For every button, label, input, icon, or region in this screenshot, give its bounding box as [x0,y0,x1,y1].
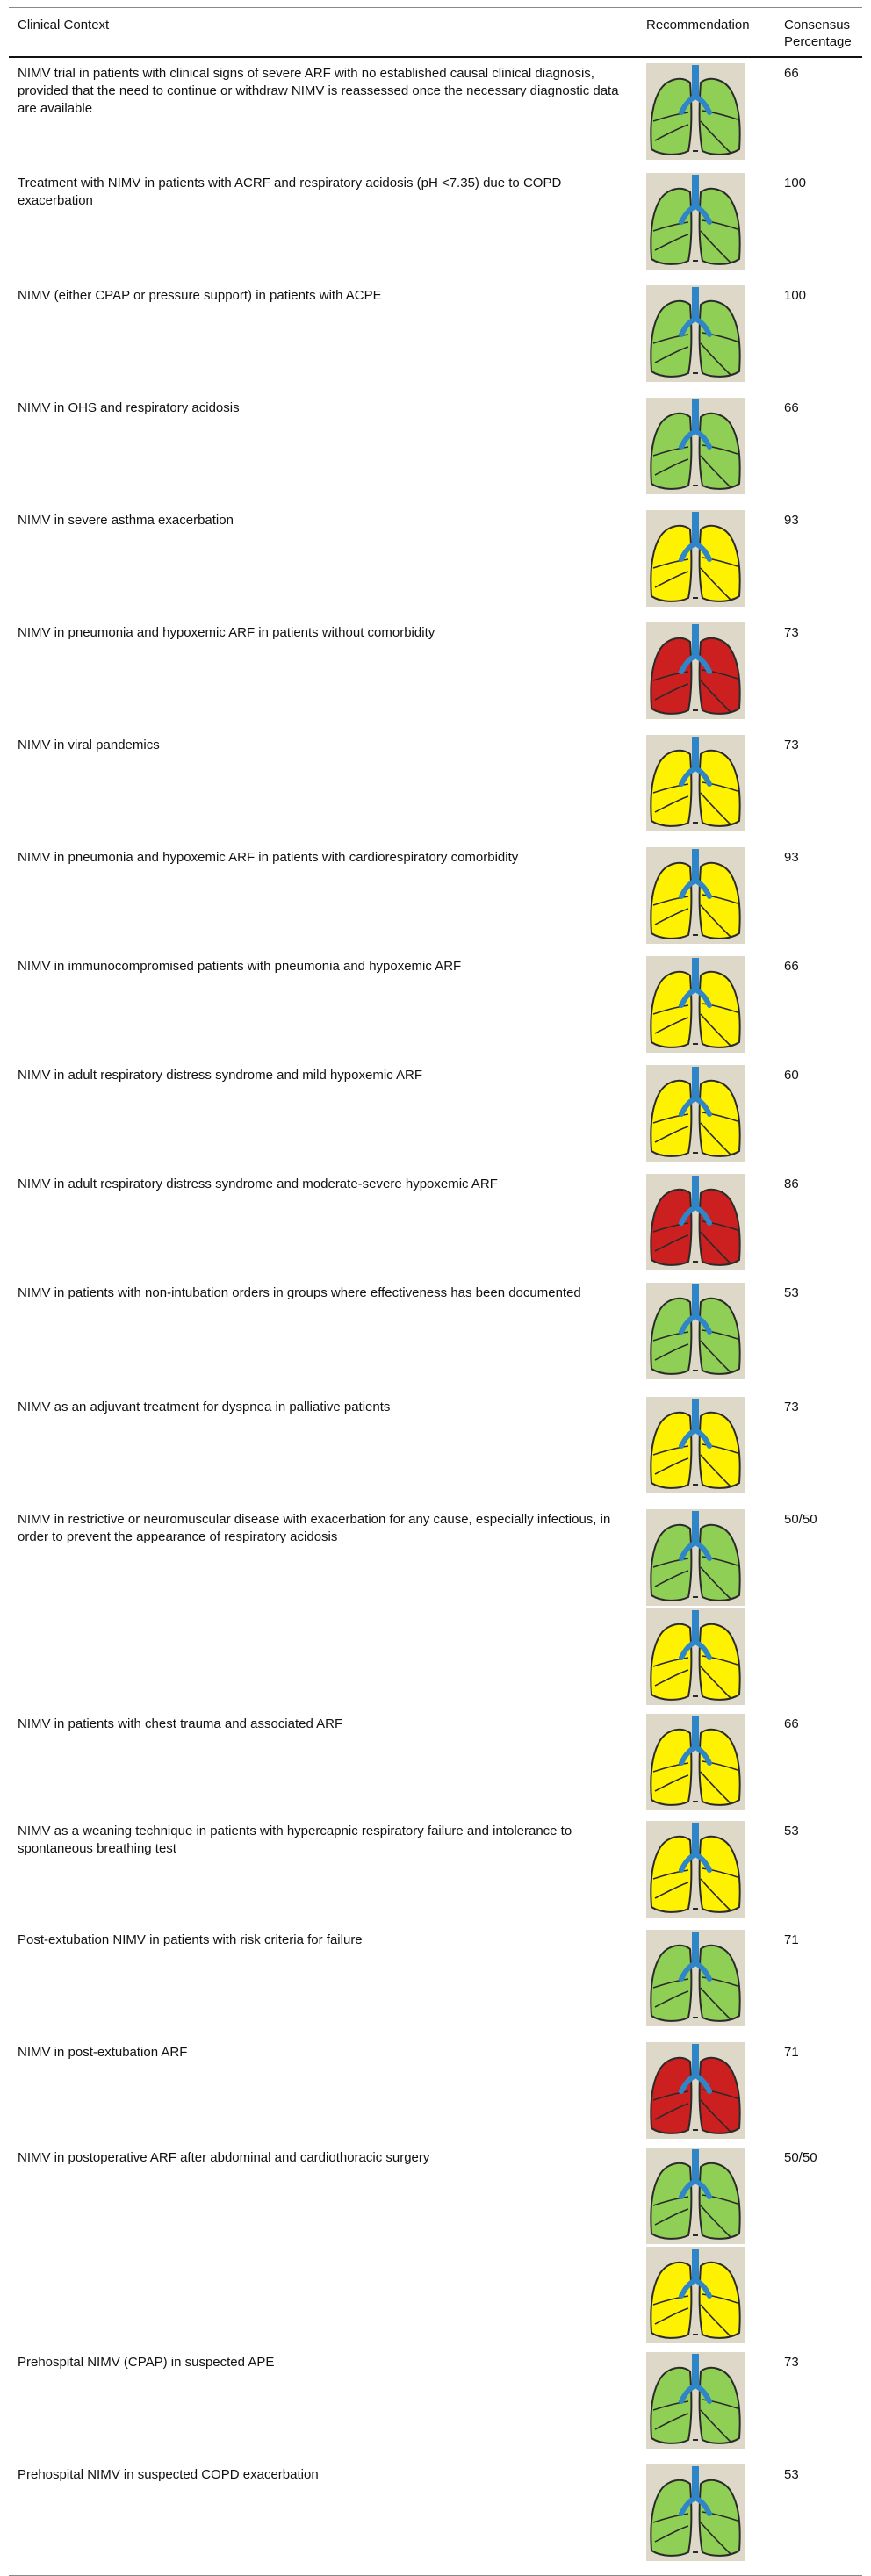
consensus-table-container [9,7,862,2576]
recommendation-cell [637,1504,775,1709]
lungs-icon [646,956,745,1053]
lungs-icon [646,2148,745,2244]
clinical-context-cell: NIMV in patients with non-intubation orders in groups where effectiveness has been documented [18,1285,581,1300]
table-row [9,730,862,842]
clinical-context-cell: NIMV in adult respiratory distress syndrome and moderate-severe hypoxemic ARF [18,1176,498,1191]
table-row [9,842,862,951]
consensus-percentage-cell: 66 [784,400,799,415]
clinical-context-cell: Prehospital NIMV in suspected COPD exacerbation [9,2459,637,2575]
consensus-percentage-cell: 53 [775,2459,862,2575]
clinical-context-cell: NIMV in postoperative ARF after abdominal and cardiothoracic surgery [18,2150,430,2165]
table-row [9,1060,862,1169]
clinical-context-cell: NIMV in pneumonia and hypoxemic ARF in patients without comorbidity [18,625,436,640]
table-row [9,1392,862,1504]
lungs-icon [646,2352,745,2449]
consensus-percentage-cell: 66 [784,66,799,81]
recommendation-cell [637,730,775,842]
recommendation-cell [637,1277,775,1392]
table-row [9,57,862,168]
consensus-percentage-cell: 50/50 [784,2150,817,2165]
lungs-icon [646,1397,745,1493]
table-row [9,392,862,505]
recommendation-cell [637,2037,775,2142]
clinical-context-cell: NIMV in viral pandemics [18,738,160,752]
lungs-icon [646,847,745,944]
lungs-icon [646,2464,745,2561]
table-row [9,2459,862,2575]
consensus-percentage-cell: 73 [784,738,799,752]
clinical-context-cell: NIMV in severe asthma exacerbation [18,513,234,528]
lungs-icon [646,1714,745,1810]
clinical-context-cell: NIMV in adult respiratory distress syndrome and mild hypoxemic ARF [18,1068,423,1083]
table-row [9,2142,862,2347]
recommendation-cell [637,1392,775,1504]
consensus-percentage-cell: 73 [784,625,799,640]
lungs-icon [646,398,745,494]
table-row [9,505,862,617]
consensus-percentage-cell: 71 [784,1932,799,1947]
lungs-icon [646,1065,745,1162]
clinical-context-cell: NIMV trial in patients with clinical signs of severe ARF with no established causal clinical diagnosis, provided that the need to continue or withdraw NIMV is reassessed once the necessary diagnostic data are available [18,66,619,116]
clinical-context-cell: NIMV in pneumonia and hypoxemic ARF in patients with cardiorespiratory comorbidity [18,850,519,865]
table-row [9,1816,862,1925]
clinical-context-cell: NIMV (either CPAP or pressure support) in patients with ACPE [18,288,382,303]
recommendation-cell [637,505,775,617]
consensus-percentage-cell: 66 [784,1716,799,1731]
consensus-percentage-cell: 50/50 [784,1512,817,1527]
consensus-percentage-cell: 93 [784,850,799,865]
lungs-icon [646,622,745,719]
recommendation-cell [637,951,775,1060]
lungs-icon [646,1930,745,2026]
recommendation-cell [637,2142,775,2347]
consensus-percentage-cell: 73 [784,2355,799,2370]
clinical-context-cell: NIMV in post-extubation ARF [18,2045,188,2060]
consensus-percentage-cell: 60 [784,1068,799,1083]
consensus-percentage-cell: 100 [784,288,807,303]
table-row [9,1169,862,1277]
lungs-icon [646,1608,745,1705]
table-row [9,280,862,392]
consensus-percentage-cell: 71 [784,2045,799,2060]
clinical-context-cell: Post-extubation NIMV in patients with risk criteria for failure [18,1932,363,1947]
lungs-icon [646,1509,745,1606]
lungs-icon [646,2042,745,2139]
lungs-icon [646,1283,745,1379]
clinical-context-cell: NIMV in patients with chest trauma and associated ARF [18,1716,343,1731]
recommendation-cell [637,2459,775,2575]
clinical-context-cell: Treatment with NIMV in patients with ACRF and respiratory acidosis (pH <7.35) due to COPD exacerbation [18,176,562,208]
table-body [9,57,862,2575]
table-row [9,617,862,730]
recommendation-cell [637,1169,775,1277]
consensus-percentage-cell: 86 [784,1176,799,1191]
recommendation-cell [637,392,775,505]
header-recommendation: Recommendation [637,8,775,58]
table-row [9,1925,862,2037]
recommendation-cell [637,1925,775,2037]
recommendation-cell [637,617,775,730]
table-row [9,2347,862,2459]
table-row [9,2037,862,2142]
clinical-context-cell: NIMV as an adjuvant treatment for dyspnea in palliative patients [18,1400,391,1414]
lungs-icon [646,285,745,382]
recommendation-cell [637,842,775,951]
clinical-context-cell: NIMV in restrictive or neuromuscular disease with exacerbation for any cause, especially infectious, in order to prevent the appearance of respiratory acidosis [18,1512,611,1544]
recommendation-cell [637,280,775,392]
recommendation-cell [637,1709,775,1816]
consensus-percentage-cell: 93 [784,513,799,528]
table-header-row [9,8,862,58]
table-row [9,1277,862,1392]
consensus-percentage-cell: 73 [784,1400,799,1414]
recommendation-cell [637,2347,775,2459]
lungs-icon [646,510,745,607]
consensus-table [9,7,862,2576]
consensus-percentage-cell: 100 [784,176,807,191]
lungs-icon [646,735,745,831]
clinical-context-cell: NIMV as a weaning technique in patients with hypercapnic respiratory failure and intolerance to spontaneous breathing test [18,1824,572,1856]
table-row [9,951,862,1060]
lungs-icon [646,173,745,270]
clinical-context-cell: NIMV in OHS and respiratory acidosis [18,400,240,415]
recommendation-cell [637,168,775,280]
lungs-icon [646,1821,745,1918]
recommendation-cell [637,1816,775,1925]
clinical-context-cell: Prehospital NIMV (CPAP) in suspected APE [18,2355,275,2370]
table-row [9,168,862,280]
table-row [9,1504,862,1709]
clinical-context-cell: NIMV in immunocompromised patients with pneumonia and hypoxemic ARF [18,959,462,974]
consensus-percentage-cell: 53 [784,1285,799,1300]
lungs-icon [646,1174,745,1270]
header-consensus-percentage: Consensus Percentage [775,8,862,58]
consensus-percentage-cell: 53 [784,1824,799,1838]
table-row [9,1709,862,1816]
recommendation-cell [637,57,775,168]
lungs-icon [646,2247,745,2343]
consensus-percentage-cell: 66 [784,959,799,974]
lungs-icon [646,63,745,160]
recommendation-cell [637,1060,775,1169]
header-clinical-context: Clinical Context [9,8,637,58]
